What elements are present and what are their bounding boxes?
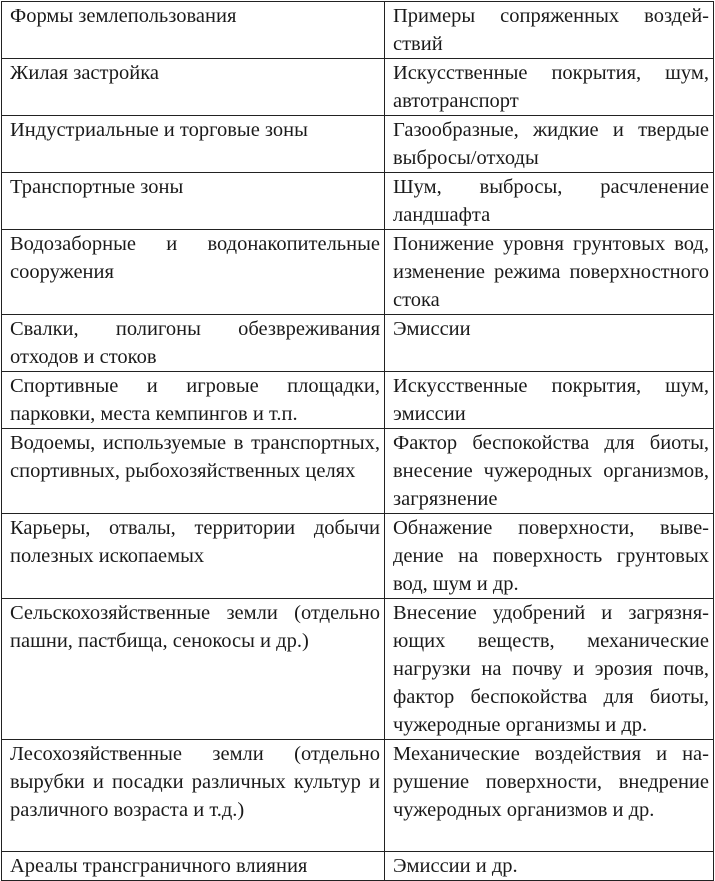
table-row [2,514,714,599]
row-impact-cell: Газообразные, жидкие и твердые выбросы/отходы [385,116,714,173]
table-row [2,116,714,173]
row-impact-cell: Искусственные покрытия, шум, эмиссии [385,372,714,429]
table-row [2,173,714,230]
row-form-cell: Индустриальные и торговые зоны [2,116,385,173]
row-form-cell: Карьеры, отвалы, территории добычи полезных ископаемых [2,514,385,599]
row-impact-cell: Эмиссии [385,315,714,372]
row-impact-cell: Фактор беспокойства для биоты, внесение чужеродных организмов, загрязнение [385,429,714,514]
table-row [2,599,714,740]
row-form-cell: Водозаборные и водонакопительные сооружения [2,230,385,315]
row-impact-cell: Шум, выбросы, расчленение ландшафта [385,173,714,230]
table-row [2,315,714,372]
row-form-cell: Водоемы, используемые в транспортных, спортивных, рыбохозяйственных целях [2,429,385,514]
row-form-cell: Свалки, полигоны обезвреживания отходов и стоков [2,315,385,372]
table-row [2,429,714,514]
header-land-use-forms: Формы землепользования [2,2,385,59]
table-row [2,372,714,429]
row-impact-cell: Искусственные покрытия, шум, автотранспорт [385,59,714,116]
row-impact-cell: Понижение уровня грунтовых вод, изменение режима поверхностного стока [385,230,714,315]
row-form-cell: Транспортные зоны [2,173,385,230]
table-row [2,230,714,315]
row-impact-cell: Внесение удобрений и загрязняющих веществ, механические нагрузки на почву и эрозия почв, фактор беспокойства для биоты, чужеродные организмы и др. [385,599,714,740]
row-impact-cell: Механические воздействия и нарушение поверхности, внедрение чужеродных организмов и др. [385,740,714,852]
table-row [2,852,714,881]
table-row [2,59,714,116]
row-form-cell: Спортивные и игровые площадки, парковки, места кемпингов и т.п. [2,372,385,429]
row-form-cell: Ареалы трансграничного влияния [2,852,385,881]
header-associated-impacts: Примеры сопряженных воздействий [385,2,714,59]
land-use-impact-table [1,1,714,881]
row-impact-cell: Эмиссии и др. [385,852,714,881]
header-row [2,2,714,59]
row-form-cell: Жилая застройка [2,59,385,116]
row-form-cell: Сельскохозяйственные земли (отдельно пашни, пастбища, сенокосы и др.) [2,599,385,740]
table-row [2,740,714,852]
row-form-cell: Лесохозяйственные земли (отдельно вырубки и посадки различных культур и различного возраста и т.д.) [2,740,385,852]
row-impact-cell: Обнажение поверхности, выведение на поверхность грунтовых вод, шум и др. [385,514,714,599]
